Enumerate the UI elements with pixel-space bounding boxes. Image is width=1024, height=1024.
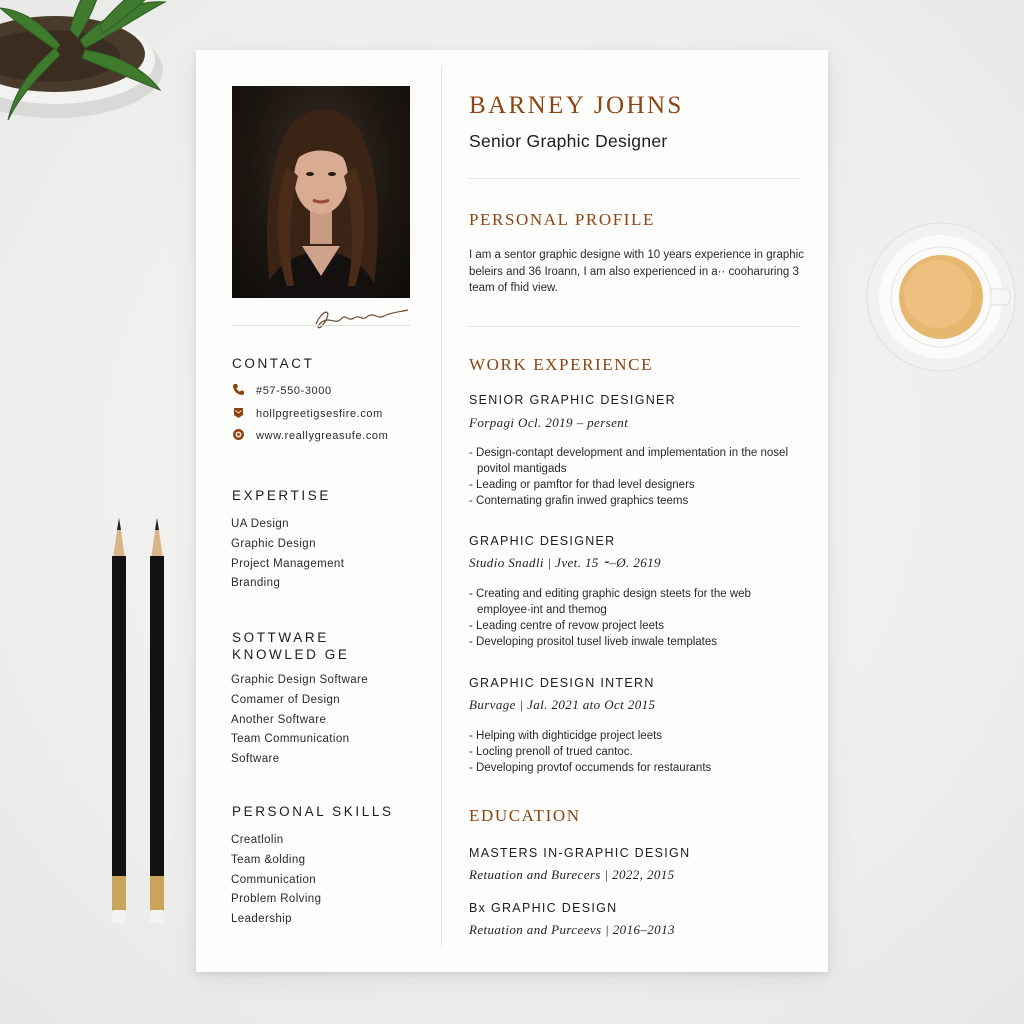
bullet-item: - Developing prositol tusel liveb inwale templates: [469, 636, 718, 648]
list-item: Software: [231, 753, 280, 766]
work-job-meta: Burvage | Jal. 2021 ato Oct 2015: [469, 697, 656, 712]
section-rule: [469, 326, 799, 327]
contact-email: hollpgreetigsesfire.com: [232, 406, 383, 422]
list-item: Graphic Design Software: [231, 674, 369, 686]
work-job-bullets: [469, 586, 809, 650]
pencil: [110, 518, 128, 923]
list-item: Leadership: [231, 913, 292, 926]
work-heading: WORK EXPERIENCE: [469, 355, 654, 374]
work-job-title: SENIOR GRAPHIC DESIGNER: [469, 393, 677, 407]
coffee-cup: [866, 222, 1016, 372]
resume-sheet: [196, 50, 828, 972]
web-icon: [232, 428, 245, 441]
work-job-meta: Studio Snadli | Jvet. 15 ⁃–Ø. 2619: [469, 555, 661, 570]
signature: [308, 298, 412, 336]
list-item: Problem Rolving: [231, 893, 322, 906]
contact-phone: #57-550-3000: [232, 383, 332, 399]
potted-plant: [0, 0, 170, 130]
list-item: Creatlolin: [231, 834, 284, 846]
list-item: UA Design: [231, 518, 289, 530]
list-item: Graphic Design: [231, 537, 316, 550]
list-item: Communication: [231, 873, 317, 886]
list-item: Another Software: [231, 713, 327, 726]
bullet-item: - Helping with dighticidge project leets: [469, 730, 663, 742]
skills-heading: PERSONAL SKILLS: [232, 804, 394, 819]
contact-heading: CONTACT: [232, 356, 315, 371]
job-title: Senior Graphic Designer: [469, 131, 668, 151]
phone-icon: [232, 383, 245, 396]
work-job-title: GRAPHIC DESIGN INTERN: [469, 676, 655, 690]
bullet-item: - Leading or pamftor for thad level designers: [469, 479, 695, 491]
photo-rule: [232, 325, 410, 326]
bullet-item: - Conternating grafin inwed graphics teems: [469, 495, 689, 507]
education-degree: MASTERS IN-GRAPHIC DESIGN: [469, 846, 691, 860]
work-job-meta: Forpagi Ocl. 2019 – persent: [469, 415, 629, 430]
list-item: Comamer of Design: [231, 693, 341, 706]
work-job-bullets: [469, 728, 809, 776]
section-rule: [469, 178, 799, 179]
bullet-item: - Locling prenoll of trued cantoc.: [469, 746, 633, 758]
list-item: Team &olding: [231, 853, 306, 866]
bullet-item: - Leading centre of revow project leets: [469, 620, 664, 632]
education-heading: EDUCATION: [469, 806, 581, 825]
contact-website: www.reallygreasufe.com: [232, 428, 388, 444]
software-heading: SOTTWARE KNOWLED GE: [232, 630, 350, 662]
list-item: Branding: [231, 577, 281, 590]
bullet-item: - Design-contapt development and implementation in the nosel povitol mantigads: [469, 447, 788, 475]
work-job-bullets: [469, 445, 809, 509]
bullet-item: - Creating and editing graphic design steets for the web employee·int and themog: [469, 588, 751, 616]
education-degree: Bx GRAPHIC DESIGN: [469, 901, 618, 915]
pencil: [148, 518, 166, 923]
column-divider: [441, 66, 442, 946]
education-meta: Retuation and Purceevs | 2016–2013: [469, 922, 675, 937]
skills-list: [231, 831, 321, 930]
profile-text: I am a sentor graphic designe with 10 years experience in graphic beleirs and 36 Iroann, I am also experienced in a·· cooharuring 3 team of fhid view.: [469, 249, 804, 294]
list-item: Team Communication: [231, 733, 350, 746]
expertise-heading: EXPERTISE: [232, 488, 331, 503]
list-item: Project Management: [231, 557, 345, 570]
candidate-name: BARNEY JOHNS: [469, 92, 684, 119]
profile-photo: [232, 86, 410, 298]
expertise-list: [231, 515, 344, 594]
work-job-title: GRAPHIC DESIGNER: [469, 534, 616, 548]
education-meta: Retuation and Burecers | 2022, 2015: [469, 867, 675, 882]
software-list: [231, 671, 368, 770]
email-icon: [232, 406, 245, 419]
profile-heading: PERSONAL PROFILE: [469, 210, 656, 229]
bullet-item: - Developing provtof occumends for restaurants: [469, 762, 712, 774]
